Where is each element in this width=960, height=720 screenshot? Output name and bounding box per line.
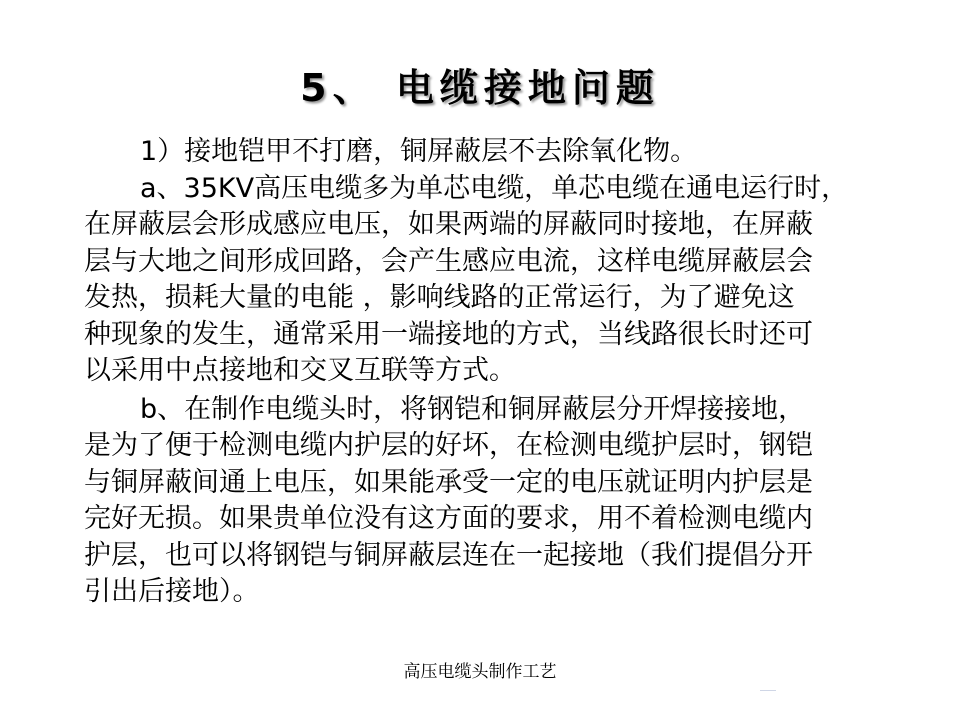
body-line-point-1: 1）接地铠甲不打磨，铜屏蔽层不去除氧化物。 xyxy=(140,136,698,167)
body-line: 层与大地之间形成回路，会产生感应电流，这样电缆屏蔽层会 xyxy=(84,245,813,277)
body-line: 与铜屏蔽间通上电压，如果能承受一定的电压就证明内护层是 xyxy=(84,466,813,498)
body-line: 引出后接地）。 xyxy=(84,576,260,607)
body-line: 护层，也可以将钢铠与铜屏蔽层连在一起接地（我们提倡分开 xyxy=(84,539,813,571)
page-number-mark xyxy=(760,684,776,691)
slide-body xyxy=(84,134,884,611)
body-line: 是为了便于检测电缆内护层的好坏，在检测电缆护层时，钢铠 xyxy=(84,430,813,461)
body-line: 发热，损耗大量的电能 ，影响线路的正常运行，为了避免这 xyxy=(84,282,795,313)
body-line: 种现象的发生，通常采用一端接地的方式，当线路很长时还可 xyxy=(84,318,813,350)
slide-title: 5、 电缆接地问题 xyxy=(300,66,660,110)
body-line: 完好无损。如果贵单位没有这方面的要求，用不着检测电缆内 xyxy=(84,503,813,534)
body-line-point-b: b、在制作电缆头时，将钢铠和铜屏蔽层分开焊接接地， xyxy=(140,393,806,425)
body-line: 在屏蔽层会形成感应电压，如果两端的屏蔽同时接地，在屏蔽 xyxy=(84,209,813,240)
body-line: 以采用中点接地和交叉互联等方式。 xyxy=(84,355,516,386)
body-line-point-a: a、35KV高压电缆多为单芯电缆，单芯电缆在通电运行时， xyxy=(140,172,849,204)
slide-footer: 高压电缆头制作工艺 xyxy=(403,662,557,682)
